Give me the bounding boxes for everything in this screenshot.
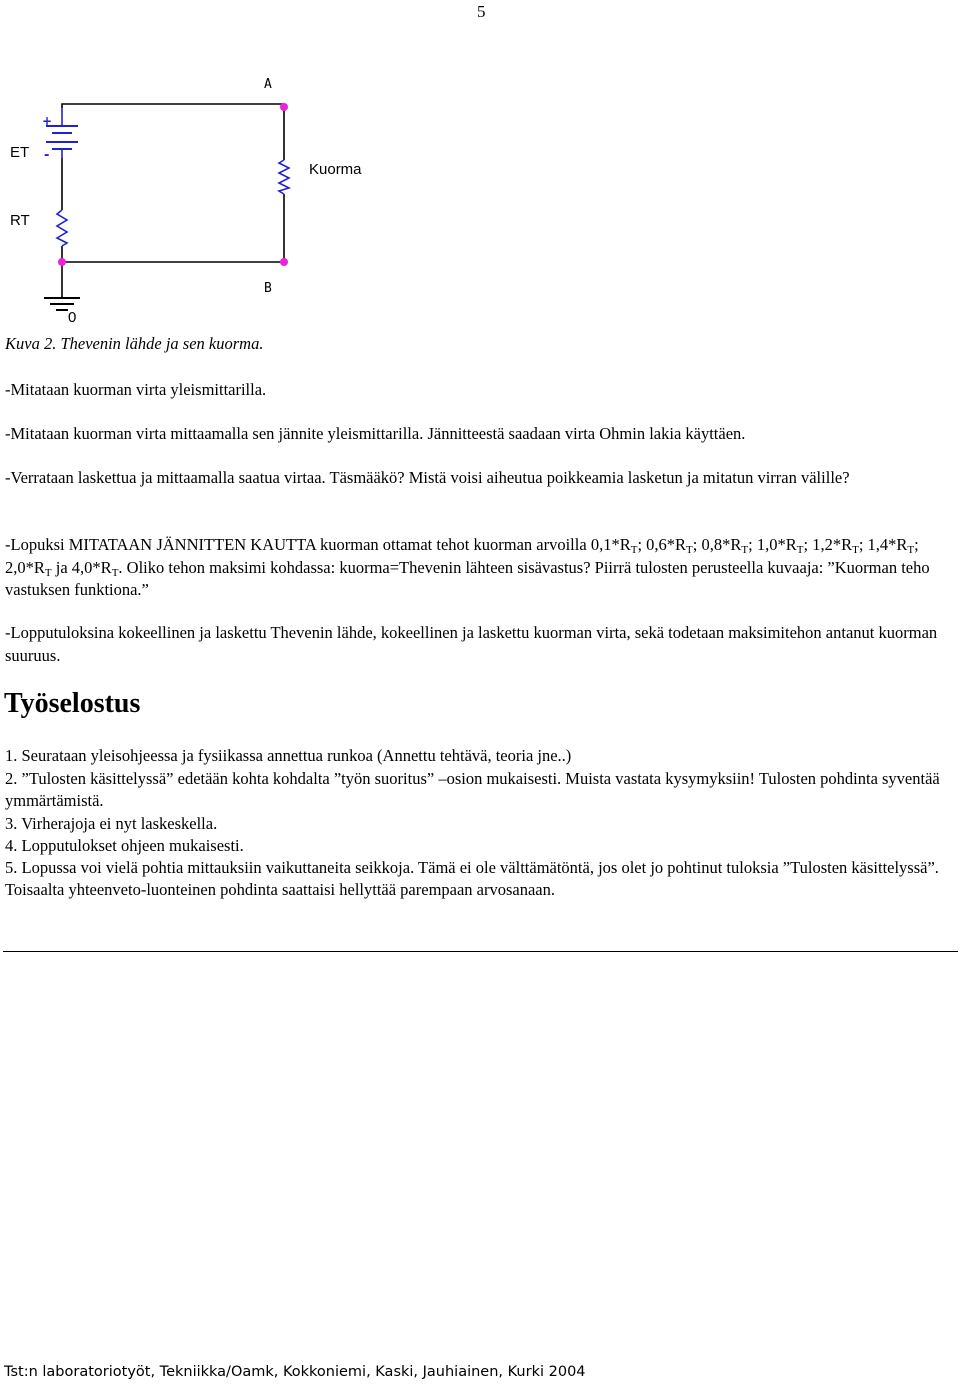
section-heading: Työselostus (4, 688, 141, 719)
paragraph-measure-voltage: -Mitataan kuorman virta mittaamalla sen jännite yleismittarilla. Jännitteestä saadaan virta Ohmin lakia käyttäen. (5, 424, 746, 443)
et-label: ET (10, 144, 30, 161)
step-1: 1. Seurataan yleisohjeessa ja fysiikassa annettua runkoa (Annettu tehtävä, teoria jne..) (5, 746, 572, 765)
rt-label: RT (10, 212, 30, 229)
resistor-load-symbol (279, 160, 289, 194)
step-5: 5. Lopussa voi vielä pohtia mittauksiin vaikuttaneita seikkoja. Tämä ei ole välttämätöntä, jos olet jo pohtinut tuloksia ”Tulosten käsittelyssä”. Toisaalta yhteenveto-luonteinen pohdinta saattaisi hellyttää parempaan arvosanaan. (5, 858, 939, 900)
paragraph-final-results: -Lopputuloksina kokeellinen ja laskettu Thevenin lähde, kokeellinen ja laskettu kuorman virta, sekä todetaan maksimitehon antanut kuorman suuruus. (5, 623, 938, 665)
node-a-label: A (264, 77, 272, 92)
load-label: Kuorma (309, 161, 362, 178)
minus-label: - (44, 148, 50, 163)
page-footer: Tst:n laboratoriotyöt, Tekniikka/Oamk, Kokkoniemi, Kaski, Jauhiainen, Kurki 2004 (4, 1364, 586, 1380)
resistor-rt-symbol (57, 210, 67, 246)
horizontal-rule (3, 951, 958, 952)
paragraph-power-measurement: -Lopuksi MITATAAN JÄNNITTEN KAUTTA kuorman ottamat tehot kuorman arvoilla $0,1*R_T$; $0,6*R_T$; $0,8*R_T$; $1,0*R_T$; $1,2*R_T$; $1,4*R_T$; $2,0*R_T$ ja $4,0*R_T$. Oliko tehon maksimi kohdassa: kuorma=Thevenin lähteen sisävastus? Piirrä tulosten perusteella kuvaaja: ”Kuorman teho vastuksen funktiona.” (5, 535, 930, 599)
node-b-dot (280, 258, 288, 266)
paragraph-measure-current: -Mitataan kuorman virta yleismittarilla. (5, 380, 267, 399)
step-2: 2. ”Tulosten käsittelyssä” edetään kohta kohdalta ”työn suoritus” –osion mukaisesti. Muista vastata kysymyksiin! Tulosten pohdinta syventää ymmärtämistä. (5, 769, 940, 811)
step-3: 3. Virherajoja ei nyt laskeskella. (5, 814, 218, 833)
node-b-label: B (264, 281, 272, 296)
ground-symbol (44, 296, 80, 310)
step-4: 4. Lopputulokset ohjeen mukaisesti. (5, 836, 244, 855)
paragraph-compare: -Verrataan laskettua ja mittaamalla saatua virtaa. Täsmääkö? Mistä voisi aiheutua poikkeamia lasketun ja mitatun virran välille? (5, 468, 850, 487)
wire-top (62, 104, 284, 160)
page-number: 5 (477, 2, 486, 21)
plus-label: + (42, 114, 53, 128)
node-a-dot (280, 103, 288, 111)
figure-caption: Kuva 2. Thevenin lähde ja sen kuorma. (5, 334, 264, 353)
thevenin-circuit-diagram (0, 60, 420, 330)
ground-label: 0 (68, 309, 77, 326)
node-left-dot (58, 258, 66, 266)
